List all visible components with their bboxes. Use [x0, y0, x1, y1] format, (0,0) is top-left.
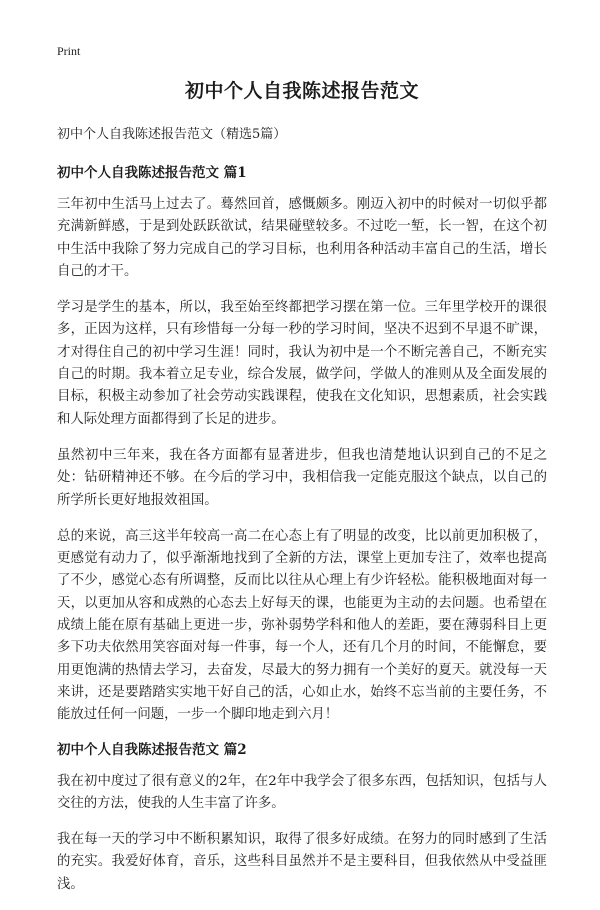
paragraph: 三年初中生活马上过去了。蓦然回首，感慨颇多。刚迈入初中的时候对一切似乎都充满新鲜感，于是到处跃跃欲试，结果碰壁较多。不过吃一堑，长一智，在这个初中生活中我除了努力完成自己的学习目标，也利用各种活动丰富自己的生活，增长自己的才干。: [57, 197, 547, 279]
document-subtitle: 初中个人自我陈述报告范文（精选5篇）: [57, 127, 287, 142]
document-page: [57, 76, 547, 910]
section-heading: 初中个人自我陈述报告范文 篇2: [57, 741, 247, 758]
section-2: [57, 741, 547, 896]
section-heading: 初中个人自我陈述报告范文 篇1: [57, 165, 247, 181]
paragraph: 学习是学生的基本，所以，我至始至终都把学习摆在第一位。三年里学校开的课很多，正因为这样，只有珍惜每一分每一秒的学习时间，坚决不迟到不早退不旷课，才对得住自己的初中学习生涯！同时，我认为初中是一个不断完善自己，不断充实自己的时期。我本着立足专业，综合发展，做学问，学做人的准则从及全面发展的目标，积极主动参加了社会劳动实践课程，使我在文化知识，思想素质，社会实践和人际处理方面都得到了长足的进步。: [57, 300, 547, 427]
paragraph: 总的来说，高三这半年较高一高二在心态上有了明显的改变，比以前更加积极了，更感觉有动力了，似乎渐渐地找到了全新的方法，课堂上更加专注了，效率也提高了不少，感觉心态有所调整，反而比以往从心理上有少许轻松。能积极地面对每一天，以更加从容和成熟的心态去上好每天的课，也能更为主动的去问题。也希望在成绩上能在原有基础上更进一步，弥补弱势学科和他人的差距，要在薄弱科目上更多下功夫依然用笑容面对每一件事，每一个人，还有几个月的时间，不能懈怠，要用更饱满的热情去学习，去奋发，尽最大的努力拥有一个美好的夏天。就没每一天来讲，还是要踏踏实实地干好自己的活，心如止水，始终不忘当前的主要任务，不能放过任何一问题，一步一个脚印地走到六月！: [57, 528, 547, 723]
section-1: [57, 164, 547, 727]
print-link[interactable]: Print: [57, 44, 81, 58]
paragraph: 我在每一天的学习中不断积累知识，取得了很多好成绩。在努力的同时感到了生活的充实。我爱好体育，音乐，这些科目虽然并不是主要科目，但我依然从中受益匪浅。: [57, 832, 547, 892]
paragraph: 我在初中度过了很有意义的2年，在2年中我学会了很多东西，包括知识，包括与人交往的方法，使我的人生丰富了许多。: [57, 773, 547, 811]
document-title: 初中个人自我陈述报告范文: [184, 80, 419, 102]
paragraph: 虽然初中三年来，我在各方面都有显著进步，但我也清楚地认识到自己的不足之处：钻研精神还不够。在今后的学习中，我相信我一定能克服这个缺点，以自己的所学所长更好地报效祖国。: [57, 447, 547, 508]
